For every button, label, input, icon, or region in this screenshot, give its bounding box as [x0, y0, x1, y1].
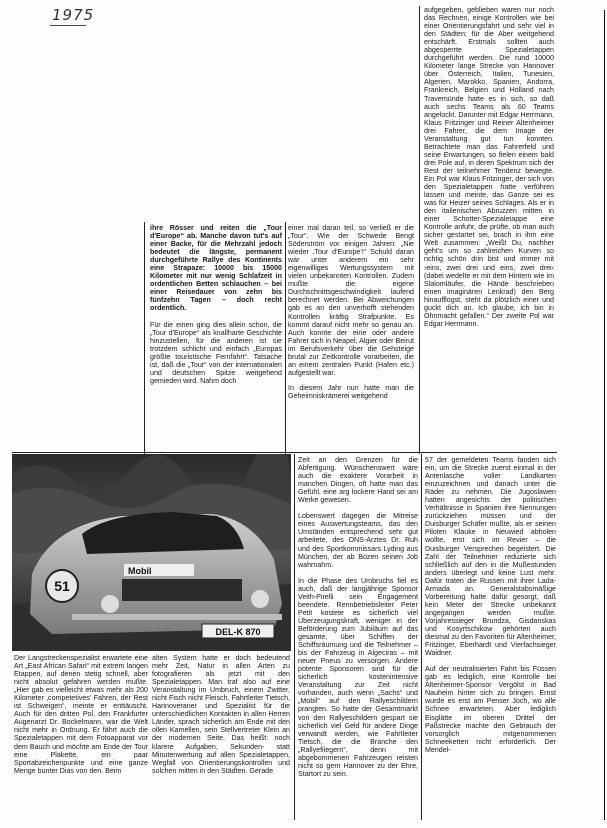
- vertical-rule-1: [144, 222, 145, 454]
- article-column-far-right: 57 der gemeldeten Teams fanden sich ein, um die Strecke zuerst einmal in der Antenlasche voller Landkarten einzuzeichnen und danach unter die Räder zu nehmen. Die Jugoslawen hatten angesichts der politischen Verhältnisse in Spanien ihre Nennungen zurückziehen müssen und der Duisburger Schäfer mußte, als er seinen Piloten Klauke in Neuwied abholen wollte, erst sich im Revier – die Duisburger Versprechen begeistert. Die Zahl der Teilnehmer reduzierte sich schließlich auf den in die Mußestunden anders überlegt und keine Lust mehr. Dafür traten die Russen mit ihrer Lada-Armada an. Generalstabsmäßige Vorbereitung hatte dafür gesorgt, daß kein Meter der Strecke unbekannt angegangen werden mußte. Vorjahressieger Brundza, Gisdanskas und Kosyrtschikow gehörten auch diesmal zu den Favoriten für Altenheimer, Fritzinger, Eberhardt und Vierfachsieger Waidner. Auf der neutralisierten Fahrt bis Füssen gab es lediglich, eine Kontrolle bei Altenheimer-Sponsor Vergölst in Bad Nauheim hinter sich zu bringen. Ernst wurde es erst am Penser Joch, wo alle Schnee erwarteten. Aber lediglich Eisglätte im oberen Drittel der Paßstrecke machte den Gebrauch der vorsorglich mitgenommenen Schneeketten nicht erforderlich. Der Mendel-: [425, 456, 556, 754]
- col3-top: einer mal daran teil, so verließ er die „Tour“. Wie der Schwede Bengt Söderström vor einigen Jahren: „Nie wieder ‚Tour d'Europe‘!“ Schuld daran war unter anderem ein sehr eigenwilliges Wertungssystem mit vielen unbekannten Kontrollen. Zudem mußte die eigene Durchschnittsgeschwindigkeit laufend berechnet werden. Bei Abweichungen gab es an den unverhofft stehenden Kontrollen kräftig Strafpunkte. Es kommt darauf nicht mehr so genau an. Auch konnte der eine oder andere Fahrer sich in Neapel, Algier oder Beirut im Berufsverkehr über die Gehsteige brutal zur Zeitkontrolle vorarbeiten, die an einem zentralen Punkt (Hafen etc.) aufgestellt war.: [288, 224, 414, 377]
- vertical-rule-5: [421, 454, 422, 820]
- article-column-bottom-mid: alten System hatte er doch bedeutend mehr Zeit, Natur in allen Arten zu fotografieren als jetzt mit den Spezialetappen. Man traf also auf eine Veranstaltung im Umbruch, einem Zwitter, nicht Fisch nicht Fleisch. Fahrtleiter Tietsch, Hannoveraner und Spezialist für die unterschiedlichen Kontakten in allen Herren Länder, sprach sicherlich am Ende mit den ollen Kamellen, sein Stellvertreter Klein an der modernen Seite. Das heißt: noch klarere Aufgaben, Sekunden- statt Minutenwertung auf allen Spezialetappen, Wegfall von Orientierungskontrollen und solchen mitten in den Städten. Gerade: [152, 654, 290, 775]
- col2-body: Für die einen ging dies allein schon, die „Tour d'Europe“ als knallharte Geschichte hinzustellen, für die anderen ist sie trotzdem schlicht und einfach „Europas größte touristische Fernfahrt“. Tatsache ist, daß die „Tour“ von der internationalen und deutschen Spitze weitgehend gemieden wird. Nahm doch: [150, 320, 282, 385]
- horizontal-rule: [12, 452, 557, 453]
- article-column-2: [150, 224, 282, 456]
- article-column-3: [288, 224, 414, 456]
- article-column-4: aufgegeben, geblieben waren nur noch das Rechnen, einige Kontrollen wie bei einer Orientierungsfahrt und sehr viel in den Städten; für die Aber weitgehend entschärft. Erstmals sollten auch abgesperrte Spezialetappen durchgeführt werden. Die rund 10000 Kilometer lange Strecke von Hannover über Österreich, Italien, Tunesien, Algerien, Marokko, Spanien, Andorra, Frankreich, Belgien und Holland nach Travemünde hatte es in sich, so daß auch sechs Teams als 60 Teams angelockt. Darunter mit Edgar Herrmann, Klaus Fritzinger und Reiner Altenheimer drei Fahrer, die dem Image der Veranstaltung gut tun konnten. Betrachtete man das Fahrerfeld und seine Erwartungen, so fielen einem bald drei Pole auf, in deren Spektrum sich der Rest der teilnehmer Tendenz bewegte. Ein Pol war Klaus Fritzinger, der sich von den Spezialetappen hatte verführen lassen und meinte, das Ganze sei es was für Heizer seines Schlages. Als er in den italienischen Abruzzen mitten in einer Schotter-Spezialetappe eine Kontrolle anfuhr, die prüfte, ob man auch sicher gestartet sei, brach in ihm eine Welt zusammen: „Weißt Du, nachher geht's um so zahlreichen Kurven so richtig schön drin bist und immer mit ›eins, zwei drei und eins, zwei drei‹ (dabei wedelte er mit dem Hintern wie im Slalomläufer, die Hände beschrieben einen imaginären Lenkrad) den Berg hinaufflogst, steht da plötzlich einer und guckt dich an. Ich glaube, ich bin in Ohnmacht gefallen.“ Der zweite Pol war Edgar Herrmann.: [424, 6, 554, 328]
- start-number: 51: [54, 578, 70, 594]
- handwritten-year: 1975: [52, 6, 95, 24]
- license-plate: DEL-K 870: [215, 627, 261, 637]
- edge-line: [604, 10, 605, 820]
- article-column-bottom-left: Der Langstreckenspezialist erwartete eine Art „East African Safari“ mit extrem langen Etappen, auf denen stetig schnell, aber nicht absolut gefahren werden mußte. „Hier gab es vielleicht etwas mehr als 200 Kilometer ‚competetives' Fahren, der Rest ist Schweigen“, meinte er enttäuscht. Auch für den dritten Pol, den Frankfurter Augenarzt Dr. Bockelmann, war die Welt nicht mehr in Ordnung. Er fährt auch die Spezialetappen mit dem Fotoapparat vor dem Bauch und möchte am Ende der Tour eine Plakette, ein paar Sportabzeichenpunkte und eine ganze Menge bunter Dias von den. Beim: [14, 654, 148, 775]
- rally-car-photo: [12, 454, 291, 651]
- col2-lead: ihre Rösser und reiten die „Tour d'Europe“ ab. Manche davon tut's auf einer Backe, für die Mehrzahl jedoch bedeutet die längste, permanent durchgeführte Rallye des Kontinents eine Strapaze: 10000 bis 15000 Kilometer mit nur wenig Schlafzeit in ordentlichen Betten schlauchen – bei einer Reisedauer von zehn bis fünfzehn Tagen – doch recht ordentlich.: [150, 224, 282, 313]
- col3-bottom: In diesem Jahr nun hatte man die Geheimniskrämerei weitgehend: [288, 383, 414, 400]
- article-column-mid-right: Zeit an den Grenzen für die Abfertigung. Wünschenswert wäre auch die exaktere Vorarbeit in manchen Dingen, oft hatte man das Gefühl, eine arg lockere Hand sei am Werke gewesen. Lobenswert dagegen die Mitreise eines Auswertungsteams, das den Umständen entsprechend sehr gut arbeitete, des ONS-Arztes Dr. Ruh und des Sportkommissars Lyding aus München, der ab Bozen seinen Job wahrnahm. In die Phase des Umbruchs fiel es auch, daß der langjährige Sponsor Veith-Pirelli sein Engagement beendete. Rennbetriebsleiter Peter Petit kostete es sicherlich viel Überzeugungskraft, weniger in der Beförderung zum Jubiläum auf das gesamte, über Schiffen der Schiffsräumung und die Teilnehmer – bis der Fahrzeug in Algeciras – mit neuer Pneus zu versorgen. Andere potente Sponsoren sind für die sicherlich kostenintensive Veranstaltung zur Zeit nicht vorhanden, auch wenn „Sachs“ und „Mobil“ auf den Rallyeschildern prangten. So hatte der Gesamtmarkt von den Rallyeschildern gespart sie sicherlich viel Geld für andere Dinge verwandt werden, wie Fahrtleiter Tietsch, die die Branche den „Rallyefilegern“, denn mit abgebommenen Fahrzeugen reisten nicht so gern Hannover zu der Ehre, Startort zu sein.: [298, 456, 418, 778]
- vertical-rule-4: [294, 454, 295, 820]
- vertical-rule-2: [285, 222, 286, 454]
- handwritten-underline: [50, 25, 86, 26]
- vertical-rule-3: [419, 6, 420, 454]
- sponsor-badge: Mobil: [128, 566, 152, 576]
